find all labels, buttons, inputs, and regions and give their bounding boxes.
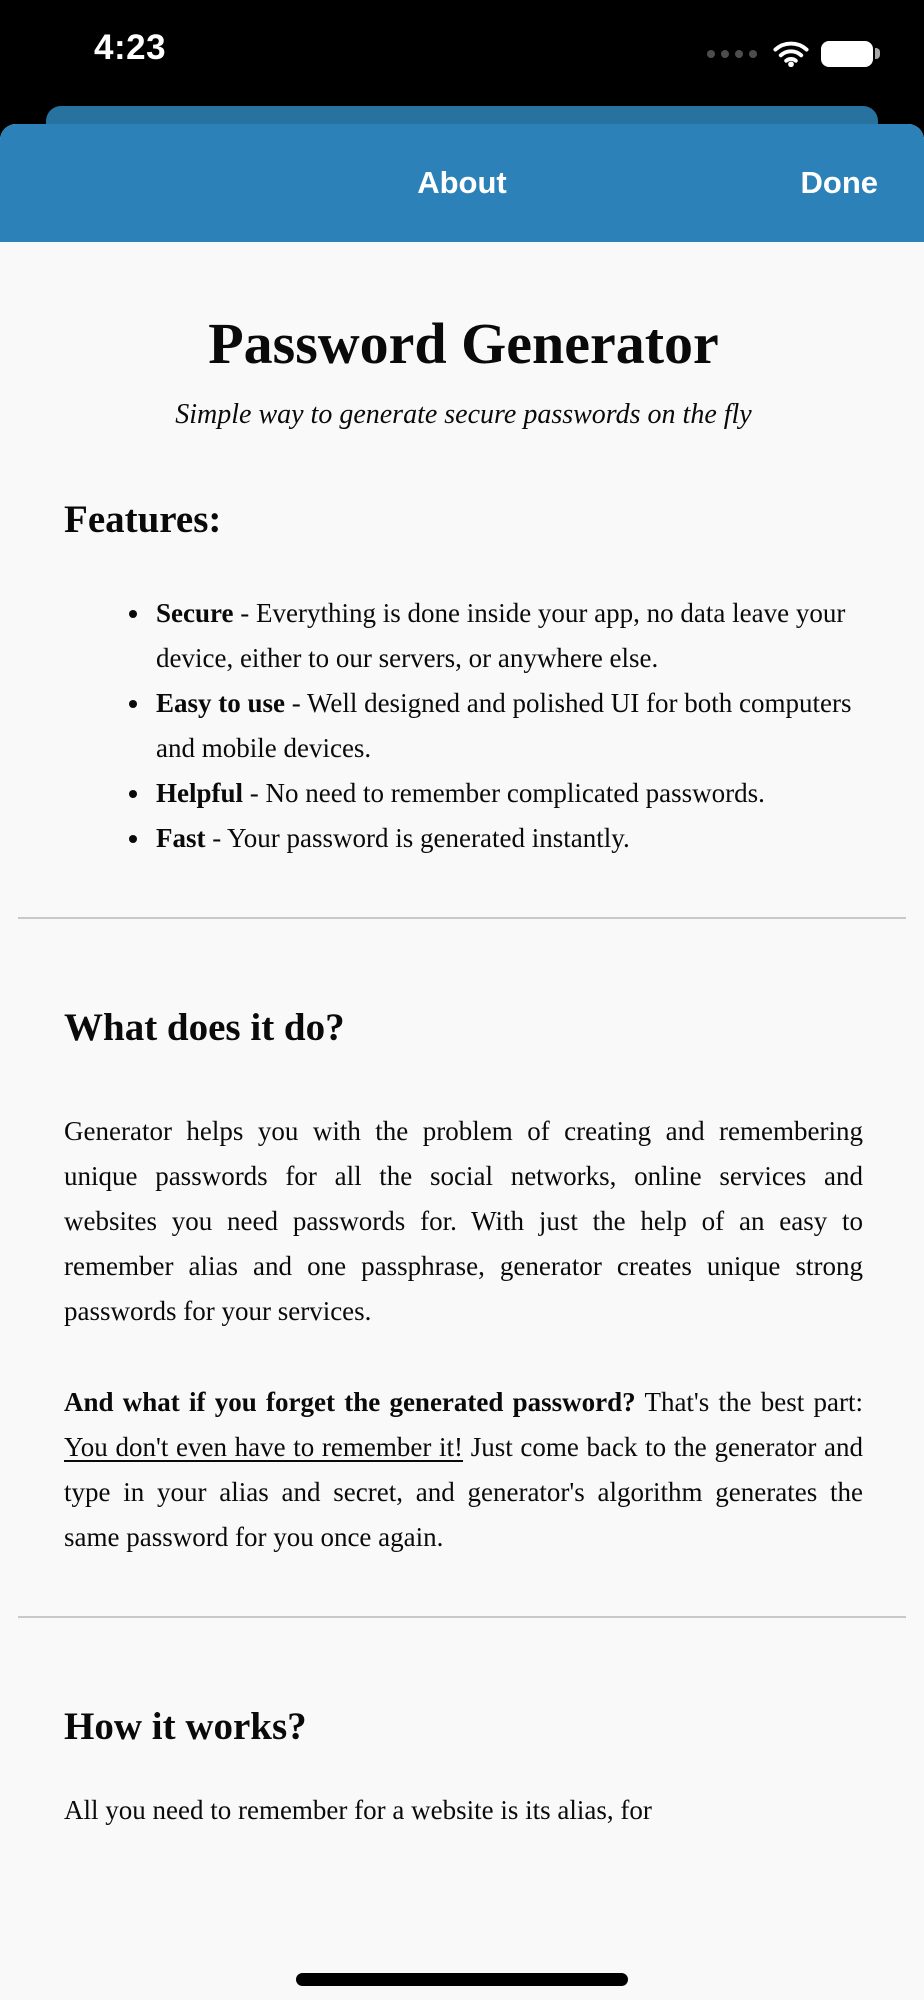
wifi-icon [773,40,809,67]
list-item [152,681,863,771]
how-paragraph-1: All you need to remember for a website is its alias, for [64,1794,652,1825]
list-item [152,816,863,861]
feature-desc: - Everything is done inside your app, no data leave your device, either to our servers, or anywhere else. [156,597,846,673]
bold-question: And what if you forget the generated password? [64,1386,636,1417]
text-run: Just come back to the generator and type in your alias and secret, and generator's algorithm generates the same password for you once again. [64,1431,864,1552]
feature-term: Secure [156,597,234,628]
list-item [152,771,863,816]
what-paragraph-1: Generator helps you with the problem of creating and remembering unique passwords for all the social networks, online services and websites you need passwords for. With just the help of an easy to remember alias and one passphrase, generator creates unique strong passwords for your services. [64,1115,863,1326]
cellular-signal-icon [707,50,757,58]
done-button[interactable]: Done [801,124,879,242]
about-modal-sheet [0,124,924,2000]
text-run: That's the best part: [644,1386,863,1417]
features-list [64,591,863,861]
page-subtitle: Simple way to generate secure passwords on the fly [175,398,752,430]
page-title: Password Generator [208,311,719,376]
features-heading: Features: [64,497,222,541]
feature-desc: - Your password is generated instantly. [212,822,630,853]
about-content-scroll[interactable] [0,242,924,2000]
feature-desc: - No need to remember complicated passwords. [249,777,765,808]
feature-term: Helpful [156,777,244,808]
how-heading: How it works? [64,1704,307,1748]
underlined-text: You don't even have to remember it! [64,1431,464,1462]
list-item [152,591,863,681]
section-divider [18,917,906,919]
status-icons [707,40,880,67]
what-paragraph-2 [64,1380,863,1560]
battery-icon [821,41,880,67]
section-divider [18,1616,906,1618]
clock: 4:23 [94,28,167,67]
home-indicator[interactable] [296,1973,628,1986]
nav-title: About [417,165,507,200]
navigation-bar [0,124,924,242]
status-bar [0,0,924,106]
feature-term: Easy to use [156,687,286,718]
feature-desc: - Well designed and polished UI for both computers and mobile devices. [156,687,852,763]
what-heading: What does it do? [64,1005,345,1049]
feature-term: Fast [156,822,206,853]
